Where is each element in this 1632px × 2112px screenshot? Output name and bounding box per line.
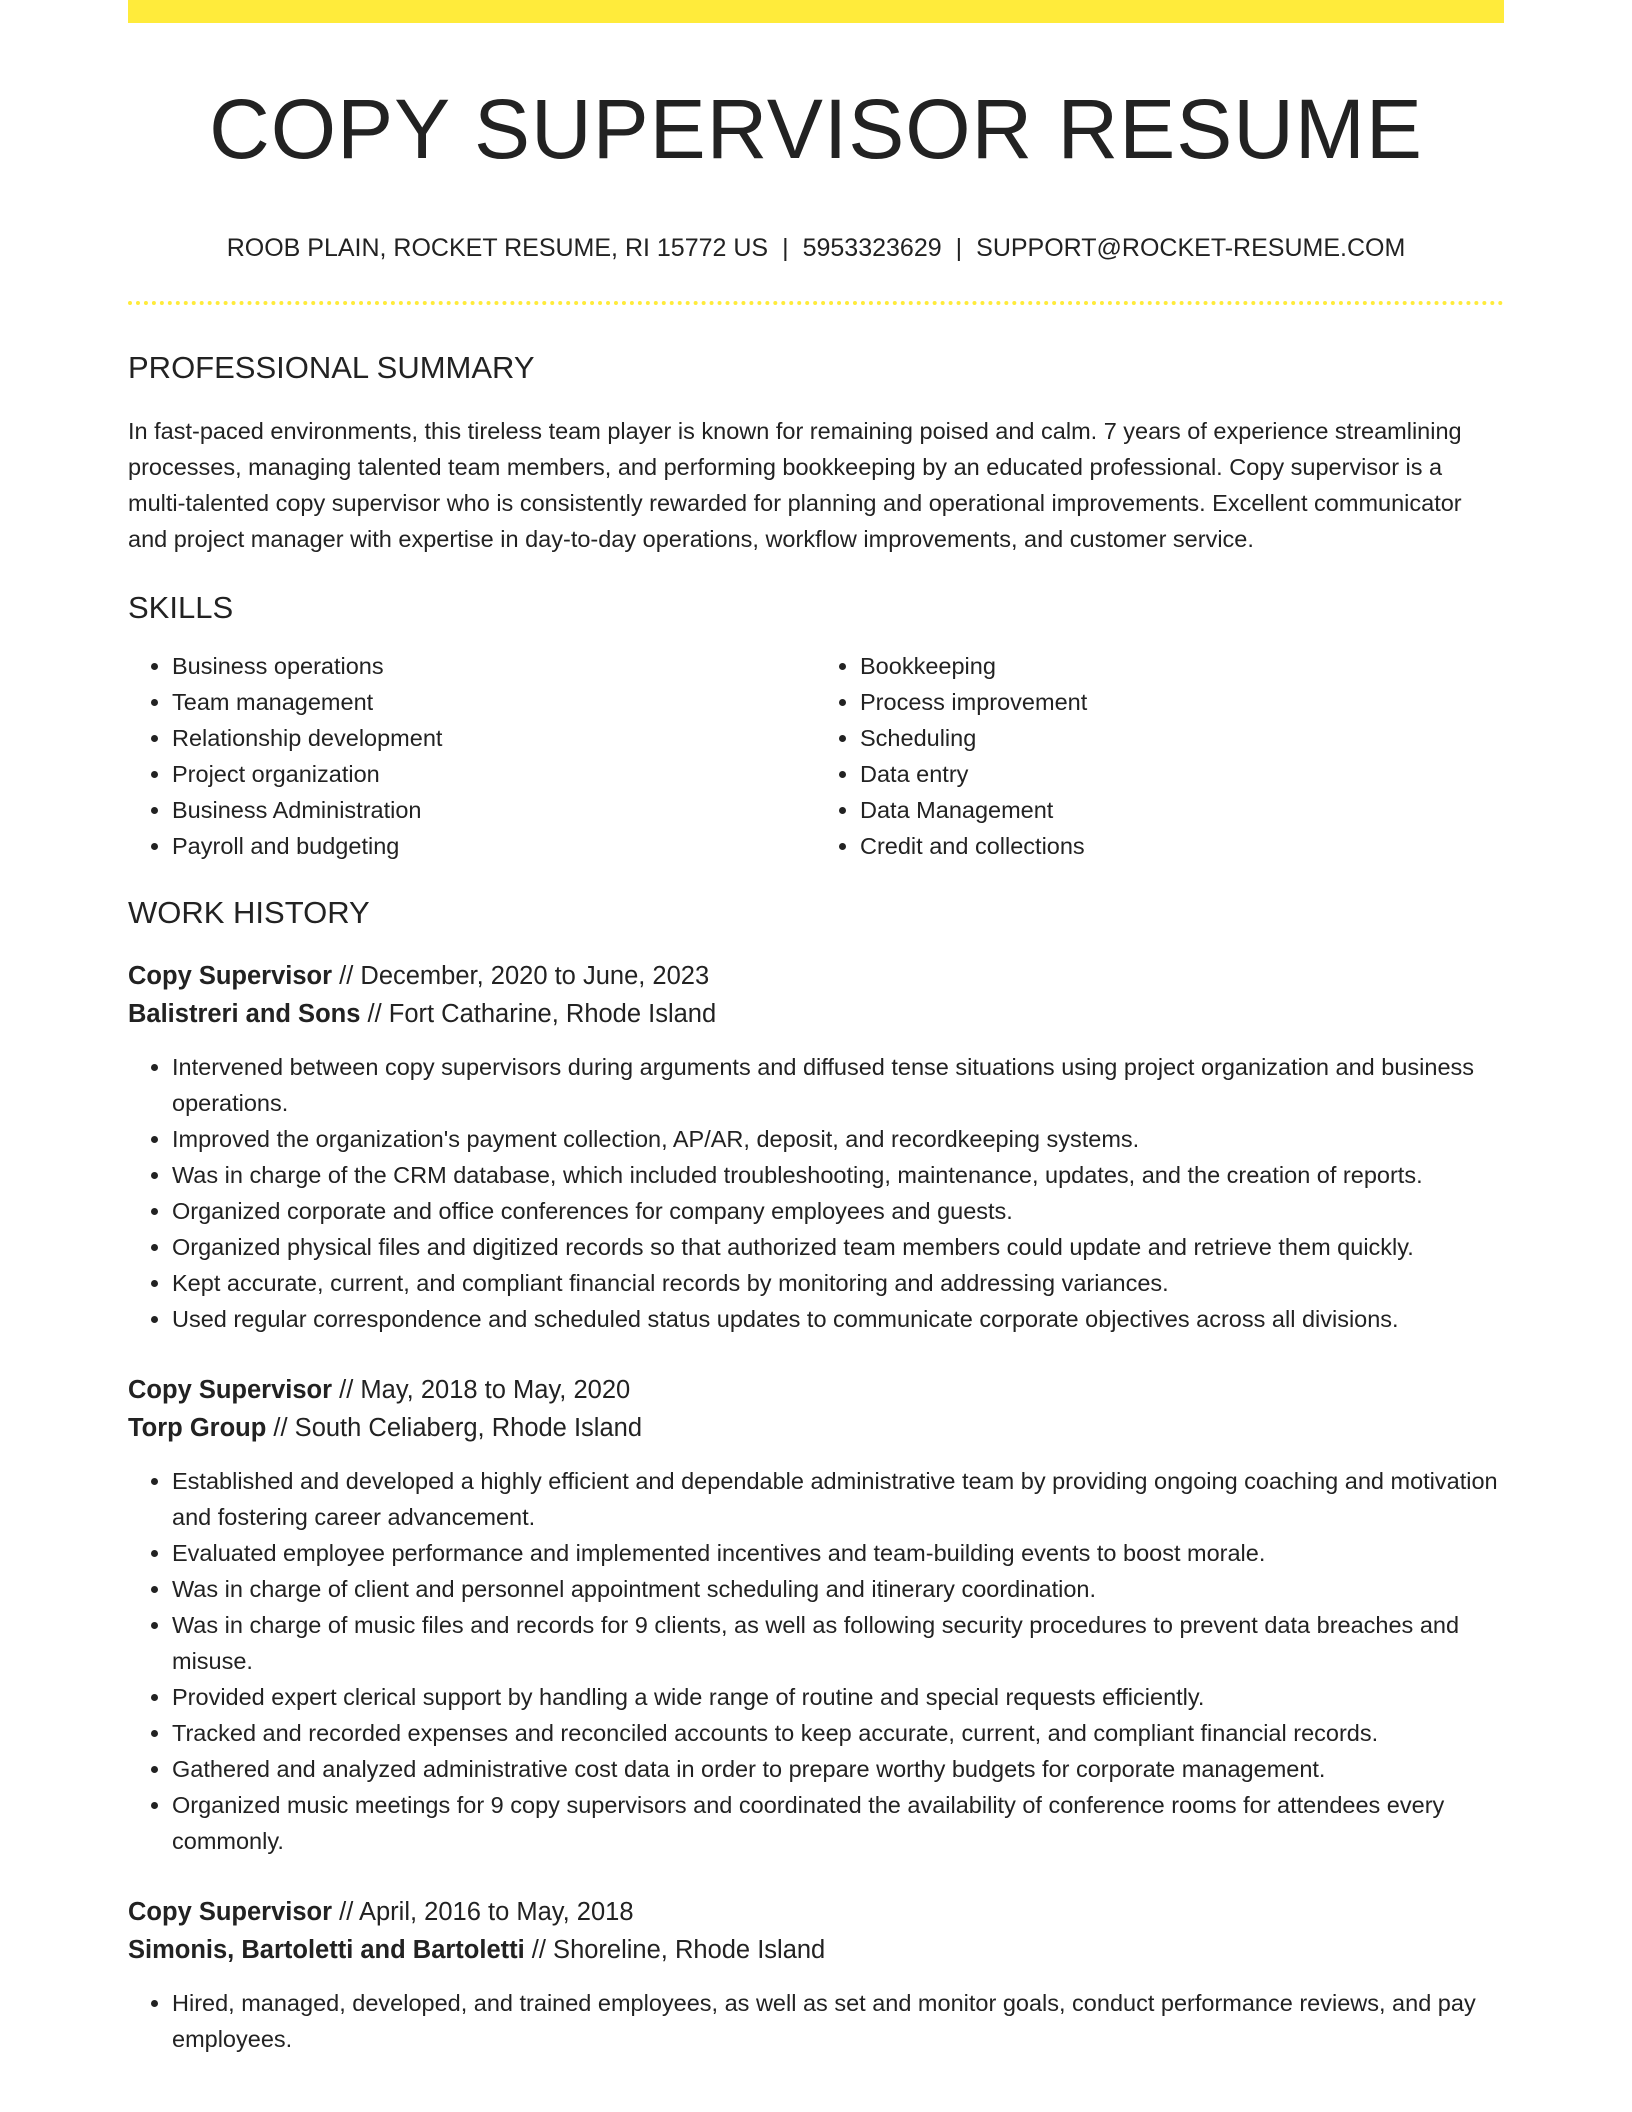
- job-entry: [128, 1371, 1504, 1859]
- skill-item: • Relationship development: [172, 720, 816, 756]
- job-company: Torp Group: [128, 1413, 267, 1442]
- job-bullet: • Improved the organization's payment collection, AP/AR, deposit, and recordkeeping systems.: [172, 1121, 1504, 1157]
- job-bullet: • Intervened between copy supervisors during arguments and diffused tense situations using project organization and business operations.: [172, 1049, 1504, 1121]
- job-dates: // December, 2020 to June, 2023: [332, 961, 710, 990]
- job-bullet: • Organized music meetings for 9 copy supervisors and coordinated the availability of conference rooms for attendees every commonly.: [172, 1787, 1504, 1859]
- job-location: // South Celiaberg, Rhode Island: [266, 1413, 642, 1442]
- skill-item: • Business operations: [172, 648, 816, 684]
- skills-grid: [128, 648, 1504, 864]
- job-company-line: [128, 1931, 1504, 1969]
- skills-left-list: [128, 648, 816, 864]
- skill-item: • Business Administration: [172, 792, 816, 828]
- skills-heading: SKILLS: [128, 589, 234, 625]
- job-bullet: • Organized physical files and digitized records so that authorized team members could update and retrieve them quickly.: [172, 1229, 1504, 1265]
- work-history-heading: WORK HISTORY: [128, 894, 370, 930]
- job-bullet: • Was in charge of the CRM database, which included troubleshooting, maintenance, updates, and the creation of reports.: [172, 1157, 1504, 1193]
- job-bullet: • Provided expert clerical support by handling a wide range of routine and special requests efficiently.: [172, 1679, 1504, 1715]
- contact-email: SUPPORT@ROCKET-RESUME.COM: [976, 234, 1406, 263]
- job-bullet: • Tracked and recorded expenses and reconciled accounts to keep accurate, current, and compliant financial records.: [172, 1715, 1504, 1751]
- job-bullet: • Was in charge of music files and records for 9 clients, as well as following security procedures to prevent data breaches and misuse.: [172, 1607, 1504, 1679]
- job-company-line: [128, 995, 1504, 1033]
- job-bullets: [128, 1049, 1504, 1337]
- job-title: Copy Supervisor: [128, 961, 333, 990]
- skill-item: • Payroll and budgeting: [172, 828, 816, 864]
- job-bullet: • Kept accurate, current, and compliant financial records by monitoring and addressing variances.: [172, 1265, 1504, 1301]
- job-bullets: [128, 1985, 1504, 2057]
- job-dates: // April, 2016 to May, 2018: [332, 1897, 634, 1926]
- job-bullet: • Evaluated employee performance and implemented incentives and team-building events to boost morale.: [172, 1535, 1504, 1571]
- job-company-line: [128, 1409, 1504, 1447]
- skills-right-list: [816, 648, 1504, 864]
- job-bullet: • Gathered and analyzed administrative cost data in order to prepare worthy budgets for corporate management.: [172, 1751, 1504, 1787]
- job-bullet: • Was in charge of client and personnel appointment scheduling and itinerary coordination.: [172, 1571, 1504, 1607]
- contact-line: [128, 233, 1504, 263]
- contact-phone: 5953323629: [802, 234, 942, 263]
- resume-page: [128, 0, 1504, 2057]
- summary-heading: PROFESSIONAL SUMMARY: [128, 350, 535, 386]
- job-dates: // May, 2018 to May, 2020: [332, 1375, 631, 1404]
- job-entry: [128, 957, 1504, 1337]
- job-title: Copy Supervisor: [128, 1897, 333, 1926]
- job-company: Balistreri and Sons: [128, 999, 361, 1028]
- job-title-line: [128, 1371, 1504, 1409]
- skill-item: • Credit and collections: [860, 828, 1504, 864]
- job-bullet: • Used regular correspondence and scheduled status updates to communicate corporate objectives across all divisions.: [172, 1301, 1504, 1337]
- contact-separator: |: [955, 234, 963, 263]
- job-location: // Fort Catharine, Rhode Island: [360, 999, 717, 1028]
- contact-separator: |: [782, 234, 789, 263]
- dotted-divider: [128, 301, 1504, 305]
- job-location: // Shoreline, Rhode Island: [524, 1935, 826, 1964]
- skill-item: • Data Management: [860, 792, 1504, 828]
- job-bullet: • Established and developed a highly efficient and dependable administrative team by providing ongoing coaching and motivation and fostering career advancement.: [172, 1463, 1504, 1535]
- skill-item: • Bookkeeping: [860, 648, 1504, 684]
- job-bullet: • Organized corporate and office conferences for company employees and guests.: [172, 1193, 1504, 1229]
- job-title: Copy Supervisor: [128, 1375, 333, 1404]
- job-bullets: [128, 1463, 1504, 1859]
- resume-title: COPY SUPERVISOR RESUME: [209, 82, 1423, 176]
- skill-item: • Scheduling: [860, 720, 1504, 756]
- skill-item: • Project organization: [172, 756, 816, 792]
- contact-address: ROOB PLAIN, ROCKET RESUME, RI 15772 US: [226, 234, 769, 263]
- skill-item: • Data entry: [860, 756, 1504, 792]
- job-entry: [128, 1893, 1504, 2057]
- skill-item: • Team management: [172, 684, 816, 720]
- top-accent-bar: [128, 0, 1504, 23]
- job-title-line: [128, 1893, 1504, 1931]
- skill-item: • Process improvement: [860, 684, 1504, 720]
- job-company: Simonis, Bartoletti and Bartoletti: [128, 1935, 525, 1964]
- summary-text: In fast-paced environments, this tireless team player is known for remaining poised and calm. 7 years of experience streamlining processes, managing talented team members, and performing bookkeeping by an educated professional. Copy supervisor is a multi-talented copy supervisor who is consistently rewarded for planning and operational improvements. Excellent communicator and project manager with expertise in day-to-day operations, workflow improvements, and customer service.: [128, 417, 1462, 552]
- job-bullet: • Hired, managed, developed, and trained employees, as well as set and monitor goals, conduct performance reviews, and pay employees.: [172, 1985, 1504, 2057]
- job-title-line: [128, 957, 1504, 995]
